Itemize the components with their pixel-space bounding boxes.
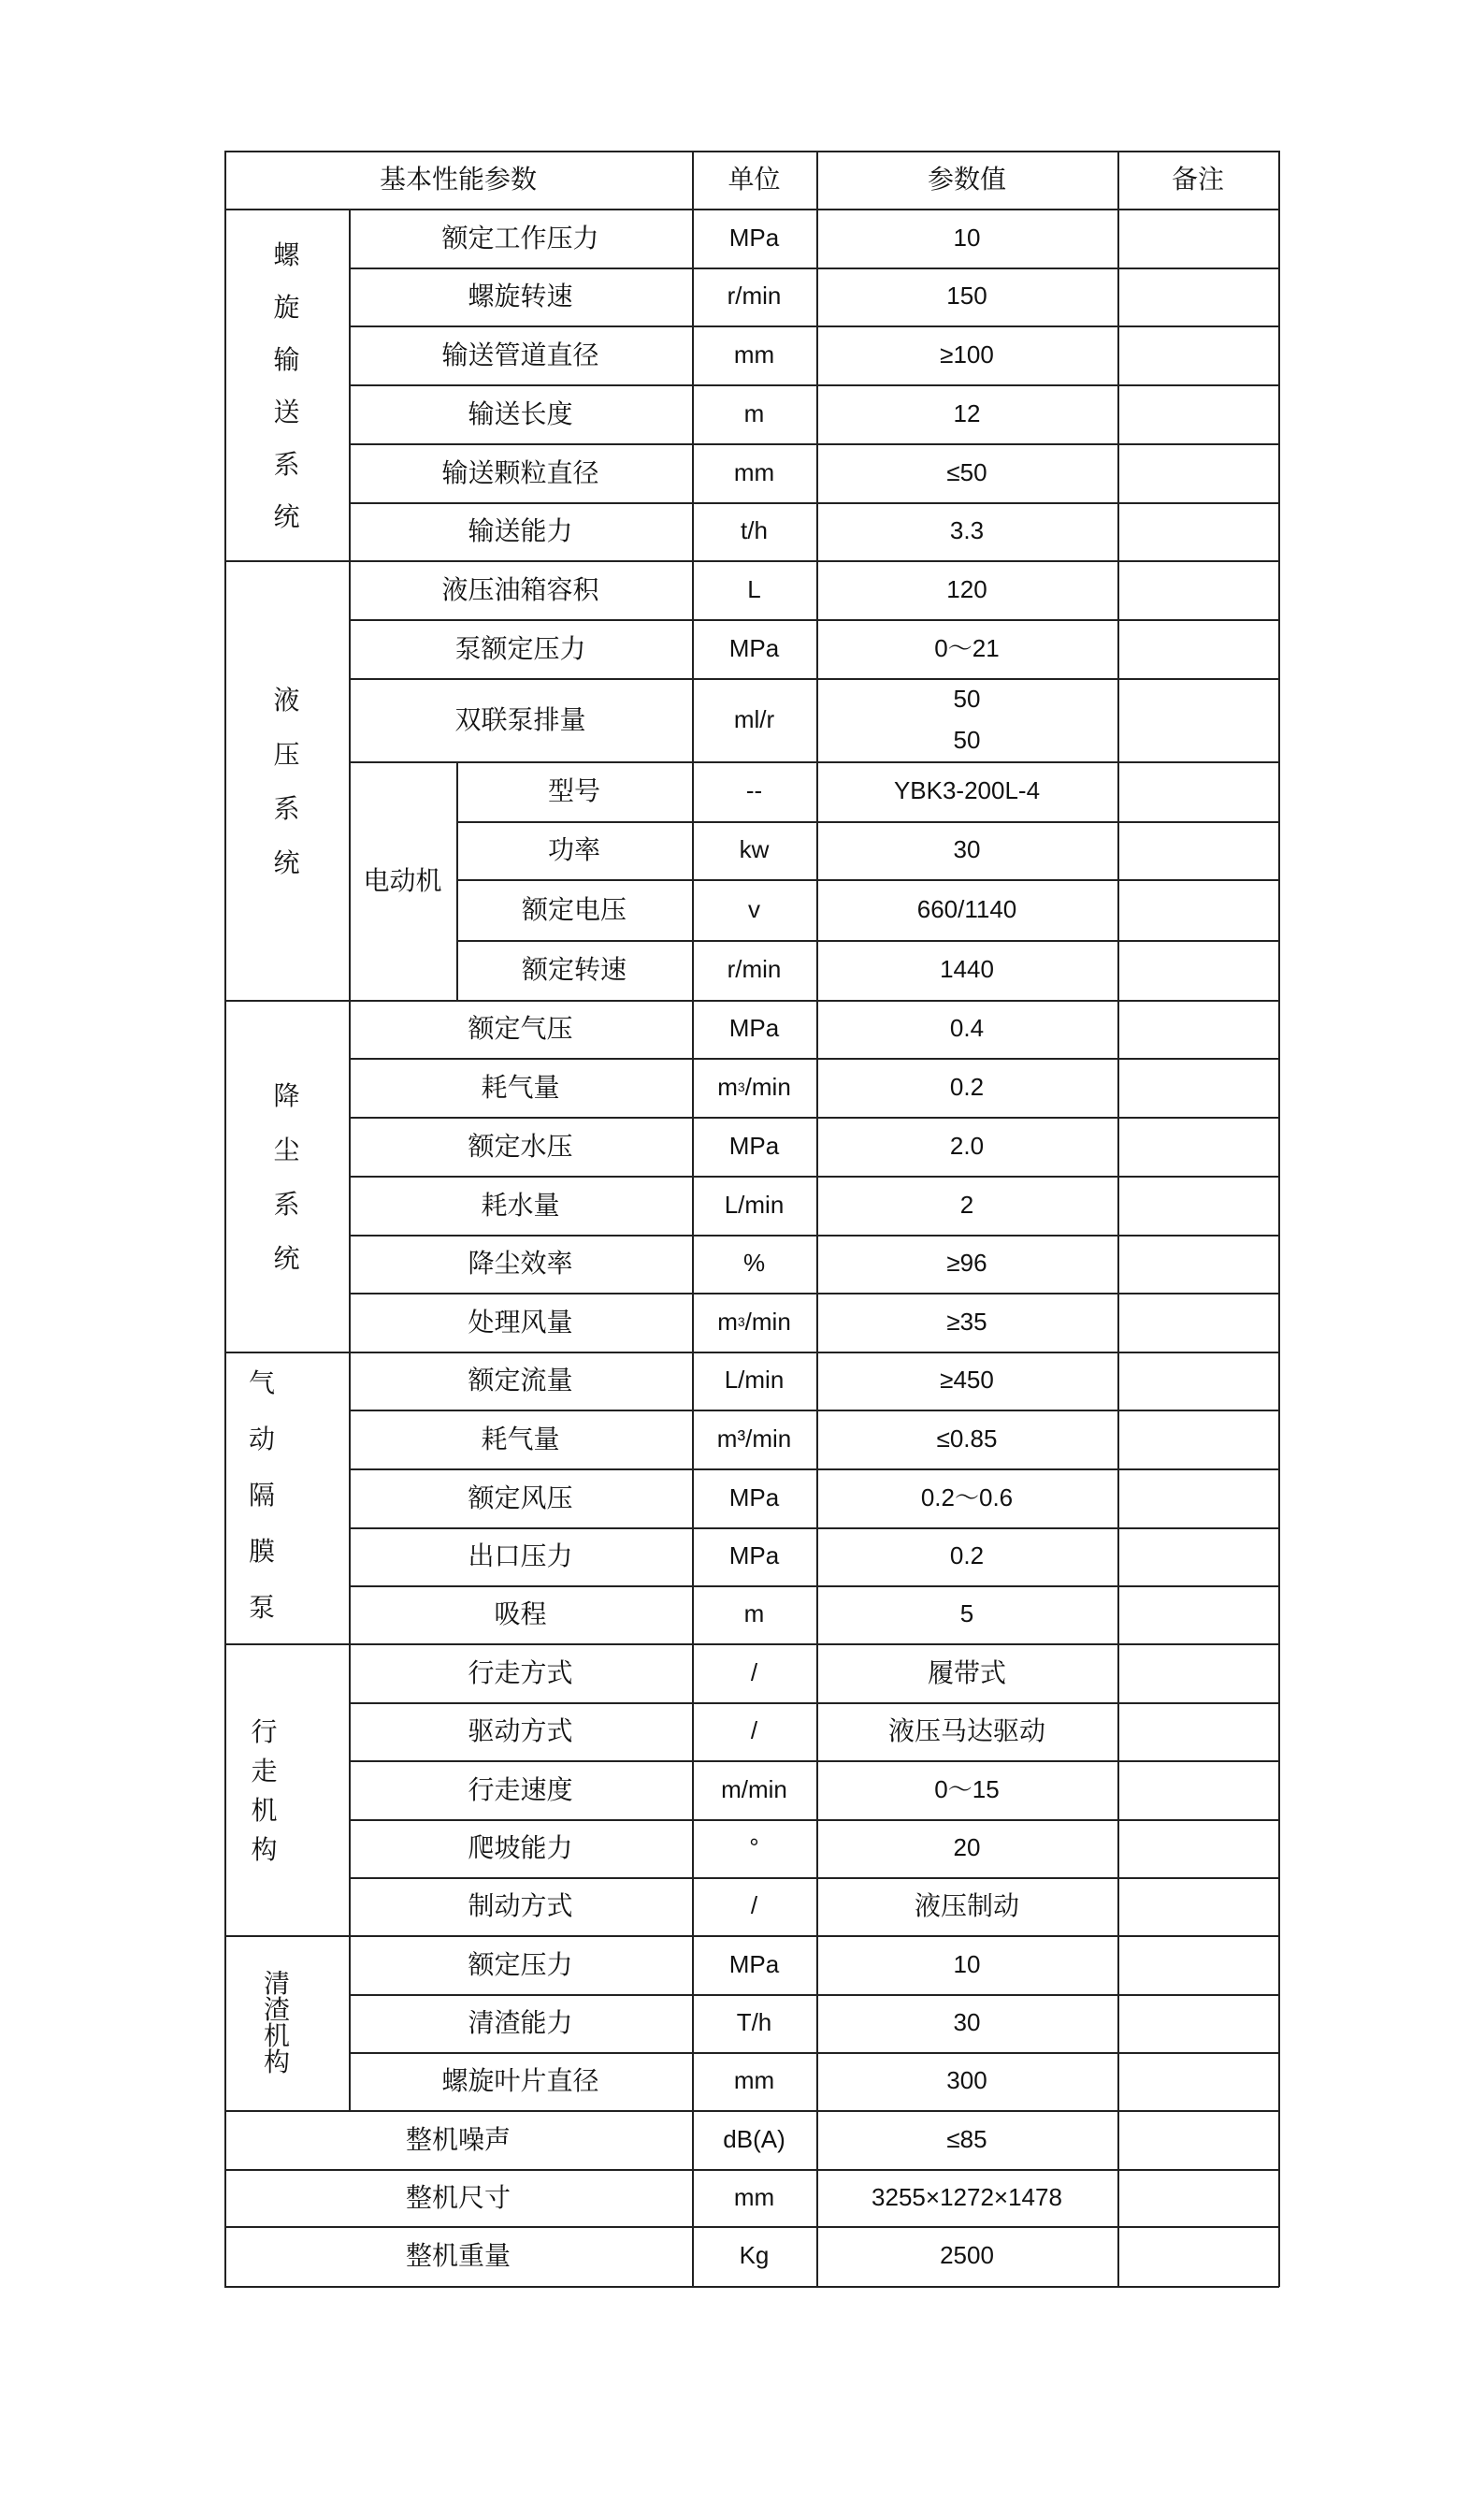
overall-unit: Kg xyxy=(739,2241,770,2270)
group-label-char: 统 xyxy=(273,1243,300,1274)
param-unit: MPa xyxy=(728,1541,780,1570)
param-unit: mm xyxy=(733,457,775,486)
group-label-char: 行 xyxy=(251,1716,278,1747)
param-unit: MPa xyxy=(728,1949,780,1978)
grid-line xyxy=(349,1527,1278,1529)
param-unit: ° xyxy=(749,1833,759,1862)
param-name: 处理风量 xyxy=(468,1306,573,1338)
param-value: 10 xyxy=(953,223,981,252)
param-value-pair xyxy=(816,678,1117,761)
param-value: 液压制动 xyxy=(914,1890,1019,1922)
overall-unit: mm xyxy=(733,2182,775,2211)
group-label-char: 压 xyxy=(273,739,300,770)
group-label-char: 泵 xyxy=(248,1592,275,1623)
param-value: ≥35 xyxy=(946,1307,987,1336)
param-unit xyxy=(692,1058,816,1117)
param-value: 50 xyxy=(953,684,981,713)
param-name: 耗气量 xyxy=(481,1071,560,1103)
group-label-char: 隔 xyxy=(248,1480,275,1511)
param-unit: r/min xyxy=(727,955,782,984)
param-unit: / xyxy=(750,1891,758,1920)
group-label-char: 渣 xyxy=(263,1993,290,2025)
grid-line xyxy=(224,1643,1278,1645)
param-value: 0.2～0.6 xyxy=(920,1482,1014,1511)
group-label-screw xyxy=(224,209,349,560)
grid-line xyxy=(349,1702,1278,1704)
grid-line xyxy=(349,1176,1278,1178)
group-label-char: 液 xyxy=(273,685,300,716)
group-label-char: 旋 xyxy=(273,292,300,323)
param-value: 12 xyxy=(953,398,981,427)
grid-line xyxy=(349,1235,1278,1237)
param-name: 耗气量 xyxy=(481,1423,560,1454)
param-name: 输送能力 xyxy=(468,515,573,547)
param-value: 2.0 xyxy=(949,1131,985,1160)
param-unit: ml/r xyxy=(733,704,775,733)
param-name: 额定电压 xyxy=(521,893,627,925)
param-unit: kw xyxy=(739,835,770,864)
overall-name: 整机噪声 xyxy=(405,2123,511,2155)
param-name: 降尘效率 xyxy=(468,1248,573,1280)
grid-line xyxy=(349,1760,1278,1762)
unit-sup: 3 xyxy=(737,1314,745,1330)
grid-line xyxy=(456,761,458,1000)
grid-line xyxy=(349,1410,1278,1411)
grid-line xyxy=(349,619,1278,621)
overall-value: ≤85 xyxy=(946,2124,987,2153)
overall-value: 3255×1272×1478 xyxy=(872,2182,1062,2211)
param-unit: m xyxy=(743,398,765,427)
param-value: 0～21 xyxy=(934,633,1000,662)
grid-line xyxy=(349,1877,1278,1879)
grid-line xyxy=(224,151,1278,152)
param-name: 输送长度 xyxy=(468,398,573,429)
grid-line xyxy=(349,384,1278,386)
grid-line xyxy=(816,151,818,2287)
grid-line xyxy=(224,2226,1278,2228)
param-unit: T/h xyxy=(736,2008,772,2037)
param-unit: -- xyxy=(745,776,763,805)
param-name: 功率 xyxy=(547,834,600,866)
header-value: 参数值 xyxy=(927,164,1006,195)
header-unit: 单位 xyxy=(728,164,781,195)
param-name: 双联泵排量 xyxy=(454,703,586,735)
param-value: 50 xyxy=(953,726,981,755)
group-label-char: 动 xyxy=(248,1424,275,1454)
param-value: 150 xyxy=(946,282,987,311)
param-name: 液压油箱容积 xyxy=(441,573,599,605)
param-value: 0.2 xyxy=(949,1541,985,1570)
param-name: 额定水压 xyxy=(468,1130,573,1162)
param-value: 0.2 xyxy=(949,1072,985,1101)
grid-line xyxy=(349,1994,1278,1996)
group-label-pump xyxy=(224,1352,299,1655)
group-label-char: 送 xyxy=(273,397,300,427)
grid-line xyxy=(224,1935,1278,1937)
param-value: 660/1140 xyxy=(916,894,1017,923)
param-unit: v xyxy=(748,894,760,923)
group-label-slag xyxy=(224,1935,329,2110)
grid-line xyxy=(349,502,1278,504)
grid-line xyxy=(224,151,226,2287)
grid-line xyxy=(349,268,1278,269)
param-name: 额定压力 xyxy=(468,1948,573,1980)
param-value: ≥450 xyxy=(940,1366,994,1395)
group-label-dust xyxy=(224,1000,349,1352)
param-value: YBK3-200L-4 xyxy=(893,776,1041,805)
param-name: 制动方式 xyxy=(468,1890,573,1922)
param-name: 输送颗粒直径 xyxy=(441,456,599,488)
grid-line xyxy=(349,1117,1278,1119)
param-name: 额定流量 xyxy=(468,1365,573,1396)
param-unit: / xyxy=(750,1716,758,1745)
param-unit: MPa xyxy=(728,633,780,662)
param-name: 吸程 xyxy=(494,1598,547,1630)
grid-line xyxy=(349,209,351,2110)
param-value: ≥96 xyxy=(946,1249,987,1278)
param-value: ≤0.85 xyxy=(936,1424,998,1453)
group-label-travel xyxy=(224,1643,304,1935)
group-label-char: 系 xyxy=(273,449,300,480)
header-remark: 备注 xyxy=(1171,164,1224,195)
param-value: 液压马达驱动 xyxy=(887,1715,1045,1747)
unit-rest: /min xyxy=(744,1072,791,1101)
param-value: 2 xyxy=(959,1190,974,1219)
param-name: 驱动方式 xyxy=(468,1715,573,1747)
param-value: 3.3 xyxy=(949,516,985,545)
param-value: 0～15 xyxy=(934,1774,1000,1803)
grid-line xyxy=(456,940,1278,942)
param-value: 履带式 xyxy=(927,1656,1006,1688)
param-name: 出口压力 xyxy=(468,1540,573,1572)
param-value: 30 xyxy=(953,2008,981,2037)
group-label-char: 输 xyxy=(273,344,300,375)
grid-line xyxy=(349,761,1278,763)
grid-line xyxy=(224,209,1278,210)
param-unit: m xyxy=(743,1599,765,1628)
group-label-char: 系 xyxy=(273,793,300,824)
param-unit: t/h xyxy=(741,516,768,545)
overall-unit: dB(A) xyxy=(723,2124,785,2153)
param-unit: mm xyxy=(733,2066,775,2095)
unit-base: m xyxy=(717,1072,738,1101)
param-name: 额定风压 xyxy=(468,1482,573,1513)
param-unit: MPa xyxy=(728,1482,780,1511)
header-param: 基本性能参数 xyxy=(379,164,537,195)
param-unit: % xyxy=(742,1249,766,1278)
group-label-char: 统 xyxy=(273,847,300,878)
grid-line xyxy=(349,325,1278,327)
group-label-char: 构 xyxy=(263,2046,290,2077)
overall-name: 整机尺寸 xyxy=(405,2181,511,2213)
param-unit: MPa xyxy=(728,223,780,252)
grid-line xyxy=(224,1352,1278,1353)
grid-line xyxy=(349,1293,1278,1294)
param-name: 螺旋转速 xyxy=(468,281,573,312)
param-value: 20 xyxy=(953,1833,981,1862)
param-name: 耗水量 xyxy=(481,1189,560,1221)
group-label-char: 尘 xyxy=(273,1135,300,1165)
group-label-char: 构 xyxy=(251,1834,278,1865)
grid-line xyxy=(349,678,1278,680)
param-unit xyxy=(692,1293,816,1352)
param-value: 300 xyxy=(946,2066,987,2095)
grid-line xyxy=(349,443,1278,445)
group-label-char: 走 xyxy=(251,1756,278,1786)
grid-line xyxy=(224,2169,1278,2171)
param-unit: MPa xyxy=(728,1131,780,1160)
param-name: 泵额定压力 xyxy=(454,632,586,664)
motor-label: 电动机 xyxy=(363,864,442,896)
group-label-char: 螺 xyxy=(273,239,300,270)
param-name: 输送管道直径 xyxy=(441,339,599,370)
param-value: 0.4 xyxy=(949,1014,985,1043)
group-label-char: 气 xyxy=(248,1367,275,1398)
group-label-char: 机 xyxy=(263,2019,290,2051)
param-value: 1440 xyxy=(940,955,994,984)
param-unit: L/min xyxy=(724,1190,785,1219)
param-value: 120 xyxy=(946,574,987,603)
unit-rest: /min xyxy=(744,1307,791,1336)
group-label-char: 膜 xyxy=(248,1536,275,1567)
param-name: 行走方式 xyxy=(468,1656,573,1688)
grid-line xyxy=(224,560,1278,562)
group-label-hydraulic xyxy=(224,560,349,1000)
param-unit: / xyxy=(750,1657,758,1686)
param-value: ≤50 xyxy=(946,457,987,486)
group-label-char: 清 xyxy=(263,1967,290,1999)
group-label-char: 机 xyxy=(251,1795,278,1826)
grid-line xyxy=(349,1058,1278,1060)
overall-name: 整机重量 xyxy=(405,2240,511,2272)
param-value: 5 xyxy=(959,1599,974,1628)
param-unit: L xyxy=(747,574,761,603)
group-label-char: 降 xyxy=(273,1080,300,1111)
group-label-char: 统 xyxy=(273,501,300,532)
param-unit: L/min xyxy=(724,1366,785,1395)
grid-line xyxy=(349,1468,1278,1470)
grid-line xyxy=(349,2052,1278,2054)
param-name: 爬坡能力 xyxy=(468,1832,573,1864)
param-unit: m/min xyxy=(721,1774,787,1803)
grid-line xyxy=(349,1819,1278,1821)
param-unit: r/min xyxy=(727,282,782,311)
grid-line xyxy=(1117,151,1119,2287)
overall-value: 2500 xyxy=(940,2241,994,2270)
param-unit: MPa xyxy=(728,1014,780,1043)
param-name: 型号 xyxy=(547,775,600,807)
param-name: 行走速度 xyxy=(468,1773,573,1805)
param-value: 10 xyxy=(953,1949,981,1978)
param-name: 额定工作压力 xyxy=(441,222,599,253)
param-unit: mm xyxy=(733,340,775,369)
param-name: 清渣能力 xyxy=(468,2007,573,2039)
grid-line xyxy=(224,1000,1278,1002)
group-label-char: 系 xyxy=(273,1189,300,1220)
param-unit: m³/min xyxy=(716,1424,792,1453)
grid-line xyxy=(456,879,1278,881)
unit-sup: 3 xyxy=(737,1079,745,1095)
grid-line xyxy=(224,2110,1278,2112)
grid-line xyxy=(349,1585,1278,1587)
grid-line xyxy=(456,821,1278,823)
grid-line xyxy=(224,2286,1279,2288)
param-name: 螺旋叶片直径 xyxy=(441,2065,599,2097)
param-name: 额定气压 xyxy=(468,1013,573,1045)
grid-line xyxy=(1278,151,1280,2287)
param-value: 30 xyxy=(953,835,981,864)
grid-line xyxy=(692,151,694,2287)
param-value: ≥100 xyxy=(940,340,994,369)
unit-base: m xyxy=(717,1307,738,1336)
param-name: 额定转速 xyxy=(521,954,627,986)
